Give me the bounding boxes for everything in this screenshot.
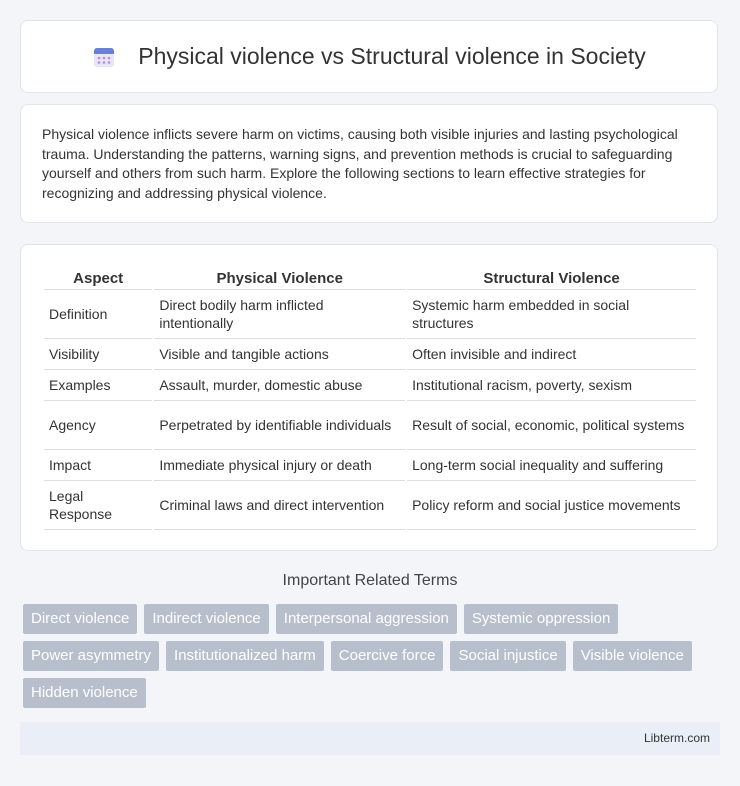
- header-physical: Physical Violence: [154, 265, 405, 290]
- table-cell: Institutional racism, poverty, sexism: [407, 370, 696, 401]
- header-card: [20, 20, 718, 93]
- table-cell: Legal Response: [44, 481, 152, 530]
- table-cell: Direct bodily harm inflicted intentionally: [154, 290, 405, 339]
- table-cell: Perpetrated by identifiable individuals: [154, 401, 405, 450]
- term-tag[interactable]: Visible violence: [573, 641, 692, 671]
- calendar-icon: [92, 45, 116, 69]
- table-cell: Long-term social inequality and suffering: [407, 450, 696, 481]
- table-row: [44, 401, 696, 450]
- intro-card: [20, 104, 718, 223]
- table-cell: Policy reform and social justice movements: [407, 481, 696, 530]
- term-tag[interactable]: Coercive force: [331, 641, 444, 671]
- table-cell: Assault, murder, domestic abuse: [154, 370, 405, 401]
- comparison-card: [20, 244, 718, 551]
- table-row: [44, 370, 696, 401]
- table-row: [44, 290, 696, 339]
- table-cell: Examples: [44, 370, 152, 401]
- term-tag[interactable]: Power asymmetry: [23, 641, 159, 671]
- term-tag[interactable]: Indirect violence: [144, 604, 268, 634]
- table-cell: Systemic harm embedded in social structures: [407, 290, 696, 339]
- comparison-table: [42, 265, 698, 530]
- table-cell: Visibility: [44, 339, 152, 370]
- related-terms-list: [23, 604, 723, 708]
- intro-text: Physical violence inflicts severe harm on victims, causing both visible injuries and lasting psychological trauma. Understanding the patterns, warning signs, and prevention methods is crucial to safeguarding yourself and others from such harm. Explore the following sections to learn effective strategies for recognizing and addressing physical violence.: [42, 126, 678, 201]
- table-cell: Result of social, economic, political systems: [407, 401, 696, 450]
- header-structural: Structural Violence: [407, 265, 696, 290]
- table-cell: Criminal laws and direct intervention: [154, 481, 405, 530]
- page-title: Physical violence vs Structural violence in Society: [138, 43, 646, 69]
- table-row: [44, 481, 696, 530]
- table-cell: Agency: [44, 401, 152, 450]
- table-cell: Often invisible and indirect: [407, 339, 696, 370]
- table-row: [44, 339, 696, 370]
- header-aspect: Aspect: [44, 265, 152, 290]
- footer: [20, 722, 720, 755]
- term-tag[interactable]: Direct violence: [23, 604, 137, 634]
- table-row: [44, 450, 696, 481]
- term-tag[interactable]: Institutionalized harm: [166, 641, 324, 671]
- table-header-row: [44, 265, 696, 290]
- term-tag[interactable]: Social injustice: [450, 641, 565, 671]
- footer-site-link[interactable]: Libterm.com: [643, 731, 710, 745]
- term-tag[interactable]: Hidden violence: [23, 678, 146, 708]
- table-cell: Impact: [44, 450, 152, 481]
- table-cell: Definition: [44, 290, 152, 339]
- related-terms-title: Important Related Terms: [282, 572, 458, 589]
- term-tag[interactable]: Interpersonal aggression: [276, 604, 457, 634]
- term-tag[interactable]: Systemic oppression: [464, 604, 618, 634]
- table-cell: Visible and tangible actions: [154, 339, 405, 370]
- table-cell: Immediate physical injury or death: [154, 450, 405, 481]
